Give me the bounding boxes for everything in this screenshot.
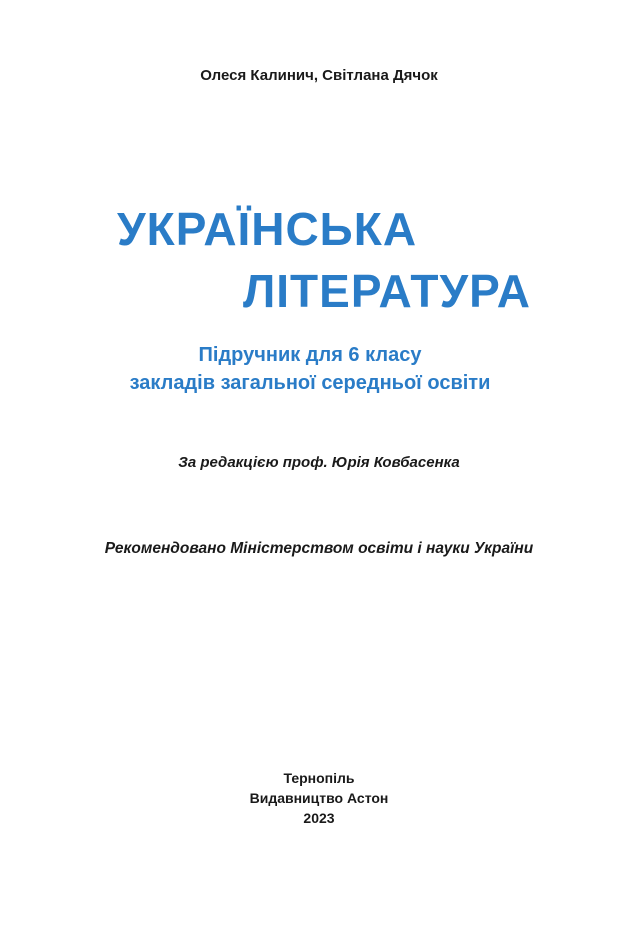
imprint-city: Тернопіль: [283, 770, 355, 786]
ministry-recommendation: Рекомендовано Міністерством освіти і науки України: [104, 540, 534, 557]
book-title-line-2: ЛІТЕРАТУРА: [243, 265, 531, 317]
imprint-publisher: Видавництво Астон: [249, 790, 389, 806]
subtitle-line-2: закладів загальної середньої освіти: [129, 372, 491, 394]
subtitle-line-1: Підручник для 6 класу: [198, 344, 422, 366]
imprint-year: 2023: [303, 810, 335, 826]
imprint: [0, 768, 638, 828]
editor-credit: За редакцією проф. Юрія Ковбасенка: [178, 454, 460, 471]
authors: Олеся Калинич, Світлана Дячок: [200, 67, 438, 84]
book-title-line-1: УКРАЇНСЬКА: [117, 203, 418, 255]
